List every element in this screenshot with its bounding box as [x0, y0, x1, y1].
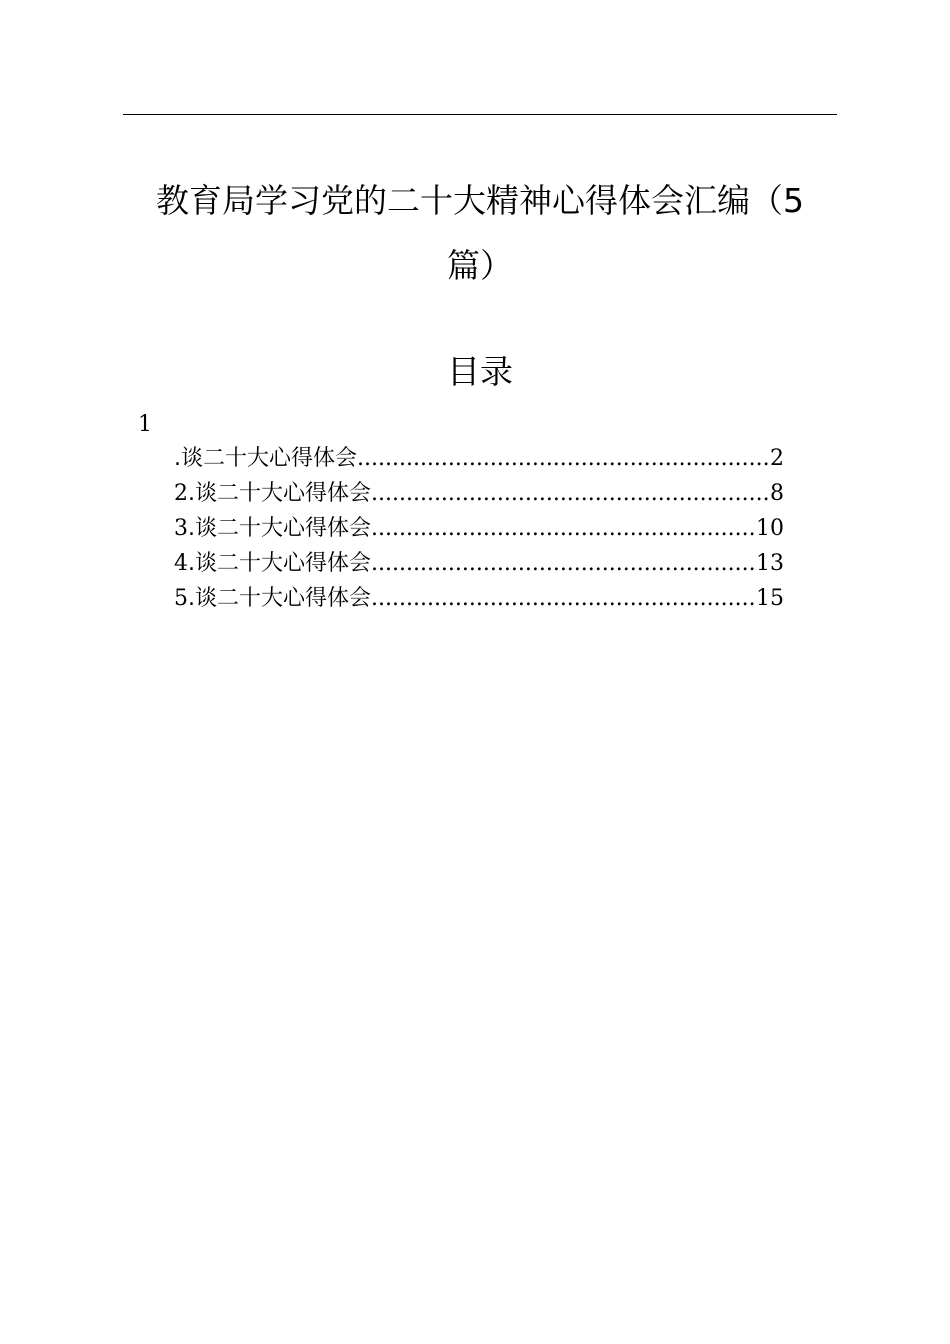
- toc-dot-leader: [371, 476, 770, 511]
- toc-entry-number: 4: [174, 551, 188, 576]
- toc-entry-page: 2: [770, 446, 784, 471]
- document-title-line-1: 教育局学习党的二十大精神心得体会汇编（5: [156, 181, 804, 220]
- toc-dot-leader: [371, 511, 756, 546]
- toc-entry-number: 5: [174, 586, 188, 611]
- toc-entry-label: .谈二十大心得体会: [188, 481, 371, 506]
- toc-entry-page: 8: [770, 481, 784, 506]
- table-of-contents: [174, 441, 784, 616]
- toc-entry-page: 13: [756, 551, 784, 576]
- toc-entry-number: 2: [174, 481, 188, 506]
- header-rule: [123, 114, 837, 115]
- toc-entry-3[interactable]: [174, 511, 784, 546]
- toc-entry-5[interactable]: [174, 581, 784, 616]
- toc-lead-number: 1: [138, 412, 152, 437]
- document-title-line-2: 篇）: [447, 246, 513, 285]
- toc-entry-page: 15: [756, 586, 784, 611]
- toc-entry-label: .谈二十大心得体会: [174, 446, 357, 471]
- toc-entry-number: 3: [174, 516, 188, 541]
- toc-dot-leader: [371, 546, 756, 581]
- toc-dot-leader: [357, 441, 770, 476]
- toc-dot-leader: [371, 581, 756, 616]
- document-title: [123, 168, 837, 298]
- toc-entry-label: .谈二十大心得体会: [188, 516, 371, 541]
- toc-entry-label: .谈二十大心得体会: [188, 586, 371, 611]
- toc-entry-2[interactable]: [174, 476, 784, 511]
- toc-heading: 目录: [447, 352, 513, 391]
- toc-entry-page: 10: [756, 516, 784, 541]
- toc-entry-4[interactable]: [174, 546, 784, 581]
- toc-entry-1[interactable]: [174, 441, 784, 476]
- toc-entry-label: .谈二十大心得体会: [188, 551, 371, 576]
